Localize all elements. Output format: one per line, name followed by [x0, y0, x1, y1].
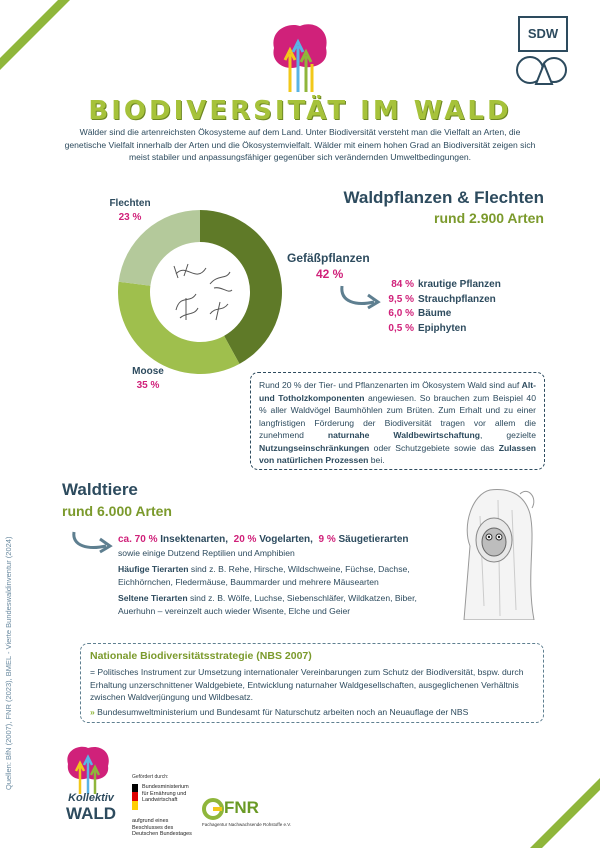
funded-by-label: Gefördert durch: — [132, 774, 169, 780]
pflanzen-count: rund 2.900 Arten — [434, 210, 544, 226]
owl-tree-illustration — [450, 486, 542, 620]
kollektiv-wald-wordmark: Kollektiv WALD — [65, 792, 117, 823]
page-title: BIODIVERSITÄT IM WALD — [88, 96, 512, 126]
list-item: 84 % krautige Pflanzen — [391, 279, 501, 290]
kollektiv-wald-footer-icon — [62, 744, 114, 794]
haeufige-tierarten: Häufige Tierarten sind z. B. Rehe, Hirsche, Wildschweine, Füchse, Dachse, Eichhörnchen, Fledermäuse, Baummarder und mehrere Mäusearten — [118, 564, 410, 587]
list-item: 0,5 % Epiphyten — [388, 322, 467, 334]
bundestag-decision: aufgrund eines Beschlusses des Deutschen Bundestages — [132, 818, 192, 837]
curved-arrow-icon — [70, 530, 116, 558]
list-item: 6,0 % Bäume — [388, 308, 452, 319]
tiere-breakdown: ca. 70 % Insektenarten, 20 % Vogelarten, 9 % Säugetierarten — [118, 534, 409, 545]
pflanzen-heading: Waldpflanzen & Flechten — [343, 188, 544, 207]
gefaesspflanzen-label: Gefäßpflanzen — [287, 251, 370, 265]
german-flag-icon — [132, 784, 138, 810]
tiere-extra: sowie einige Dutzend Reptilien und Amphibien — [118, 548, 295, 558]
flechten-value: 23 % — [118, 212, 142, 223]
double-arrow-icon: » — [90, 706, 95, 717]
list-item: 9,5 % Strauchpflanzen — [388, 293, 496, 305]
fnr-subtitle: Fachagentur Nachwachsende Rohstoffe e.V. — [202, 822, 292, 827]
flechten-label: Flechten — [109, 198, 151, 209]
curved-arrow-icon — [338, 284, 384, 314]
totholz-info-text: Rund 20 % der Tier- und Pflanzenarten im Ökosystem Wald sind auf Alt- und Totholzkomponenten angewiesen. So brauchen zum Beispiel 40 % aller Waldvögel Baumhöhlen zum Brüten. Zum Erhalt und zu einer langfristigen Förderung der Biodiversität tragen vor allem die zunehmend naturnahe Waldbewirtschaftung, gezielte Nutzungseinschränkungen oder Schutzgebiete sowie das Zulassen von natürlichen Prozessen bei. — [259, 380, 536, 465]
nbs-text: = Politisches Instrument zur Umsetzung internationaler Vereinbarungen zum Schutz der Biodiversität, bspw. durch Erhaltung unzerschnittener Waldgebiete, Entwicklung naturnaher Waldgesellschaften, ausgeglichenen Verhältnis zwischen Waldverjüngung und Wildbesatz. — [90, 667, 524, 702]
fnr-logo-text: FNR — [224, 798, 259, 817]
sdw-text: SDW — [527, 26, 559, 41]
plants-sketch-icon — [166, 254, 238, 330]
seltene-tierarten: Seltene Tierarten sind z. B. Wölfe, Luchse, Siebenschläfer, Wildkatzen, Biber, Auerhuhn – vereinzelt auch wieder Wisente, Elche und Geier — [118, 593, 417, 616]
sdw-logo — [518, 16, 574, 91]
trees-icon — [514, 52, 574, 86]
moose-label: Moose — [132, 366, 164, 377]
nbs-box — [80, 643, 544, 723]
nbs-note: » Bundesumweltministerium und Bundesamt für Naturschutz arbeiten noch an Neuauflage der NBS — [90, 706, 469, 717]
tiere-count: rund 6.000 Arten — [62, 503, 172, 519]
tiere-heading: Waldtiere — [62, 480, 138, 499]
kollektiv-wald-logo-icon — [268, 20, 332, 96]
intro-text: Wälder sind die artenreichsten Ökosysteme auf dem Land. Unter Biodiversität versteht man die Vielfalt an Arten, die genetische Vielfalt innerhalb der Arten und die Ökosystemvielfalt. Wälder mit einem hohen Grad an Biodiversität zeigen sich meist stabiler und anpassungsfähiger gegenüber sich verändernden Umweltbedingungen. — [64, 127, 536, 162]
sources-text: Quellen: BfN (2007), FNR (2023), BMEL - Vierte Bundeswaldinventur (2024) — [4, 536, 13, 790]
nbs-title: Nationale Biodiversitätsstrategie (NBS 2007) — [90, 650, 312, 662]
pflanzen-breakdown-list — [380, 278, 501, 336]
totholz-info-box — [250, 372, 545, 470]
ministry-name: Bundesministerium für Ernährung und Landwirtschaft — [142, 784, 189, 803]
fnr-leaf-icon — [202, 798, 224, 820]
corner-decoration-inner — [0, 0, 58, 58]
moose-value: 35 % — [136, 380, 160, 391]
corner-decoration-inner — [542, 790, 600, 848]
gefaesspflanzen-value: 42 % — [316, 267, 344, 281]
